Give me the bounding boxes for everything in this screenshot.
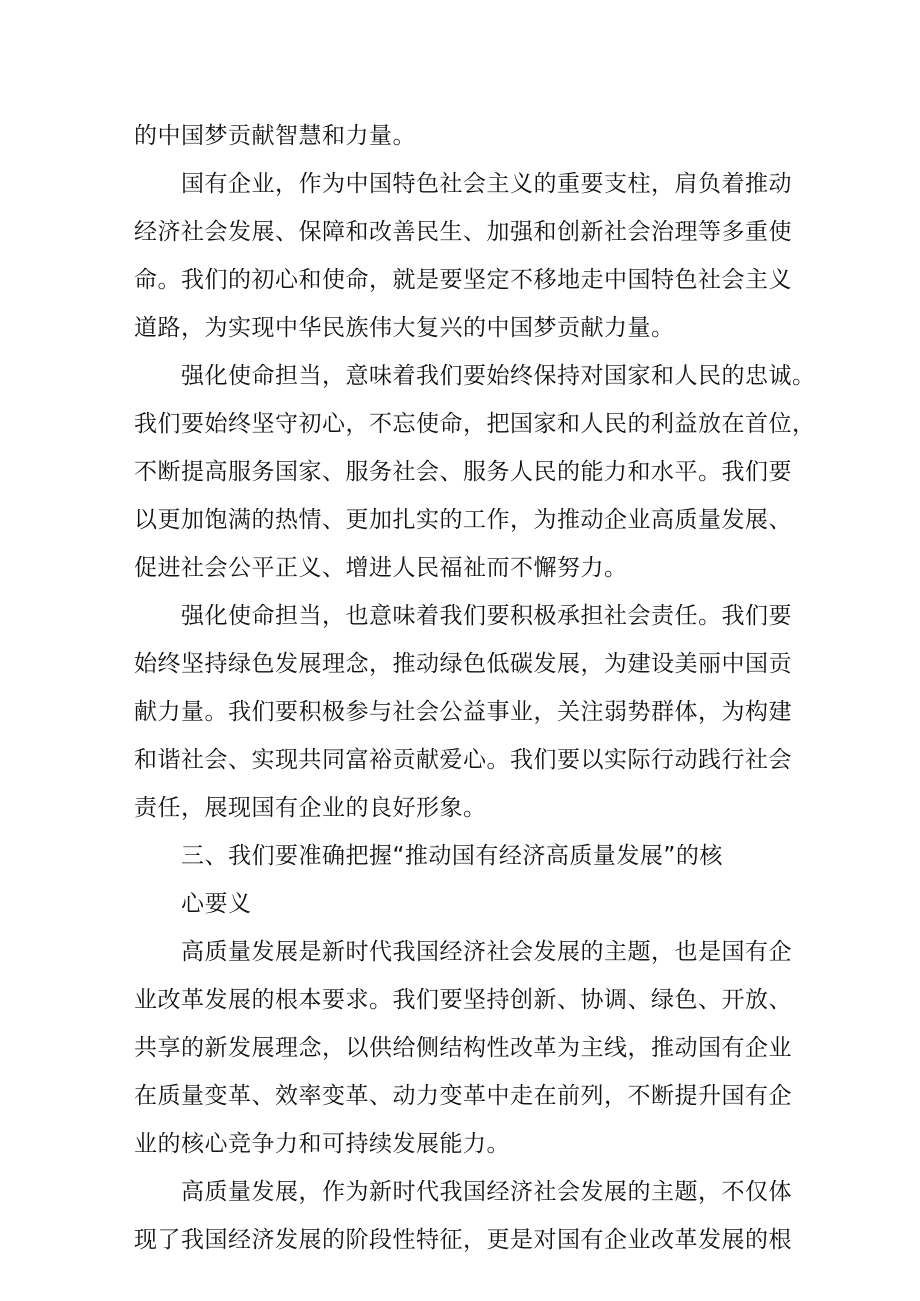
text-line: 我们要始终坚守初心，不忘使命，把国家和人民的利益放在首位， (134, 411, 816, 437)
paragraph-first-line: 强化使命担当，意味着我们要始终保持对国家和人民的忠诚。 (181, 363, 816, 389)
paragraph-first-line: 强化使命担当，也意味着我们要积极承担社会责任。我们要 (181, 603, 792, 629)
text-line: 现了我国经济发展的阶段性特征，更是对国有企业改革发展的根 (134, 1227, 792, 1253)
text-line: 道路，为实现中华民族伟大复兴的中国梦贡献力量。 (134, 315, 675, 341)
text-line: 和谐社会、实现共同富裕贡献爱心。我们要以实际行动践行社会 (134, 747, 792, 773)
paragraph-first-line: 国有企业，作为中国特色社会主义的重要支柱，肩负着推动 (181, 171, 792, 197)
paragraph-first-line: 高质量发展是新时代我国经济社会发展的主题，也是国有企 (181, 939, 792, 965)
text-line: 献力量。我们要积极参与社会公益事业，关注弱势群体，为构建 (134, 699, 792, 725)
text-line: 以更加饱满的热情、更加扎实的工作，为推动企业高质量发展、 (134, 507, 792, 533)
text-line: 始终坚持绿色发展理念，推动绿色低碳发展，为建设美丽中国贡 (134, 651, 792, 677)
text-line: 命。我们的初心和使命，就是要坚定不移地走中国特色社会主义 (134, 267, 792, 293)
text-line: 在质量变革、效率变革、动力变革中走在前列，不断提升国有企 (134, 1083, 792, 1109)
document-body (134, 112, 816, 1264)
text-line: 责任，展现国有企业的良好形象。 (134, 795, 487, 821)
text-line: 共享的新发展理念，以供给侧结构性改革为主线，推动国有企业 (134, 1035, 792, 1061)
text-line: 的中国梦贡献智慧和力量。 (134, 123, 416, 149)
paragraph-first-line: 高质量发展，作为新时代我国经济社会发展的主题，不仅体 (181, 1179, 792, 1205)
text-line: 业改革发展的根本要求。我们要坚持创新、协调、绿色、开放、 (134, 987, 792, 1013)
text-line: 业的核心竞争力和可持续发展能力。 (134, 1131, 510, 1157)
section-heading-continuation: 心要义 (181, 891, 252, 917)
section-heading: 三、我们要准确把握“推动国有经济高质量发展”的核 (181, 843, 723, 869)
text-line: 促进社会公平正义、增进人民福祉而不懈努力。 (134, 555, 628, 581)
text-line: 经济社会发展、保障和改善民生、加强和创新社会治理等多重使 (134, 219, 792, 245)
text-line: 不断提高服务国家、服务社会、服务人民的能力和水平。我们要 (134, 459, 792, 485)
